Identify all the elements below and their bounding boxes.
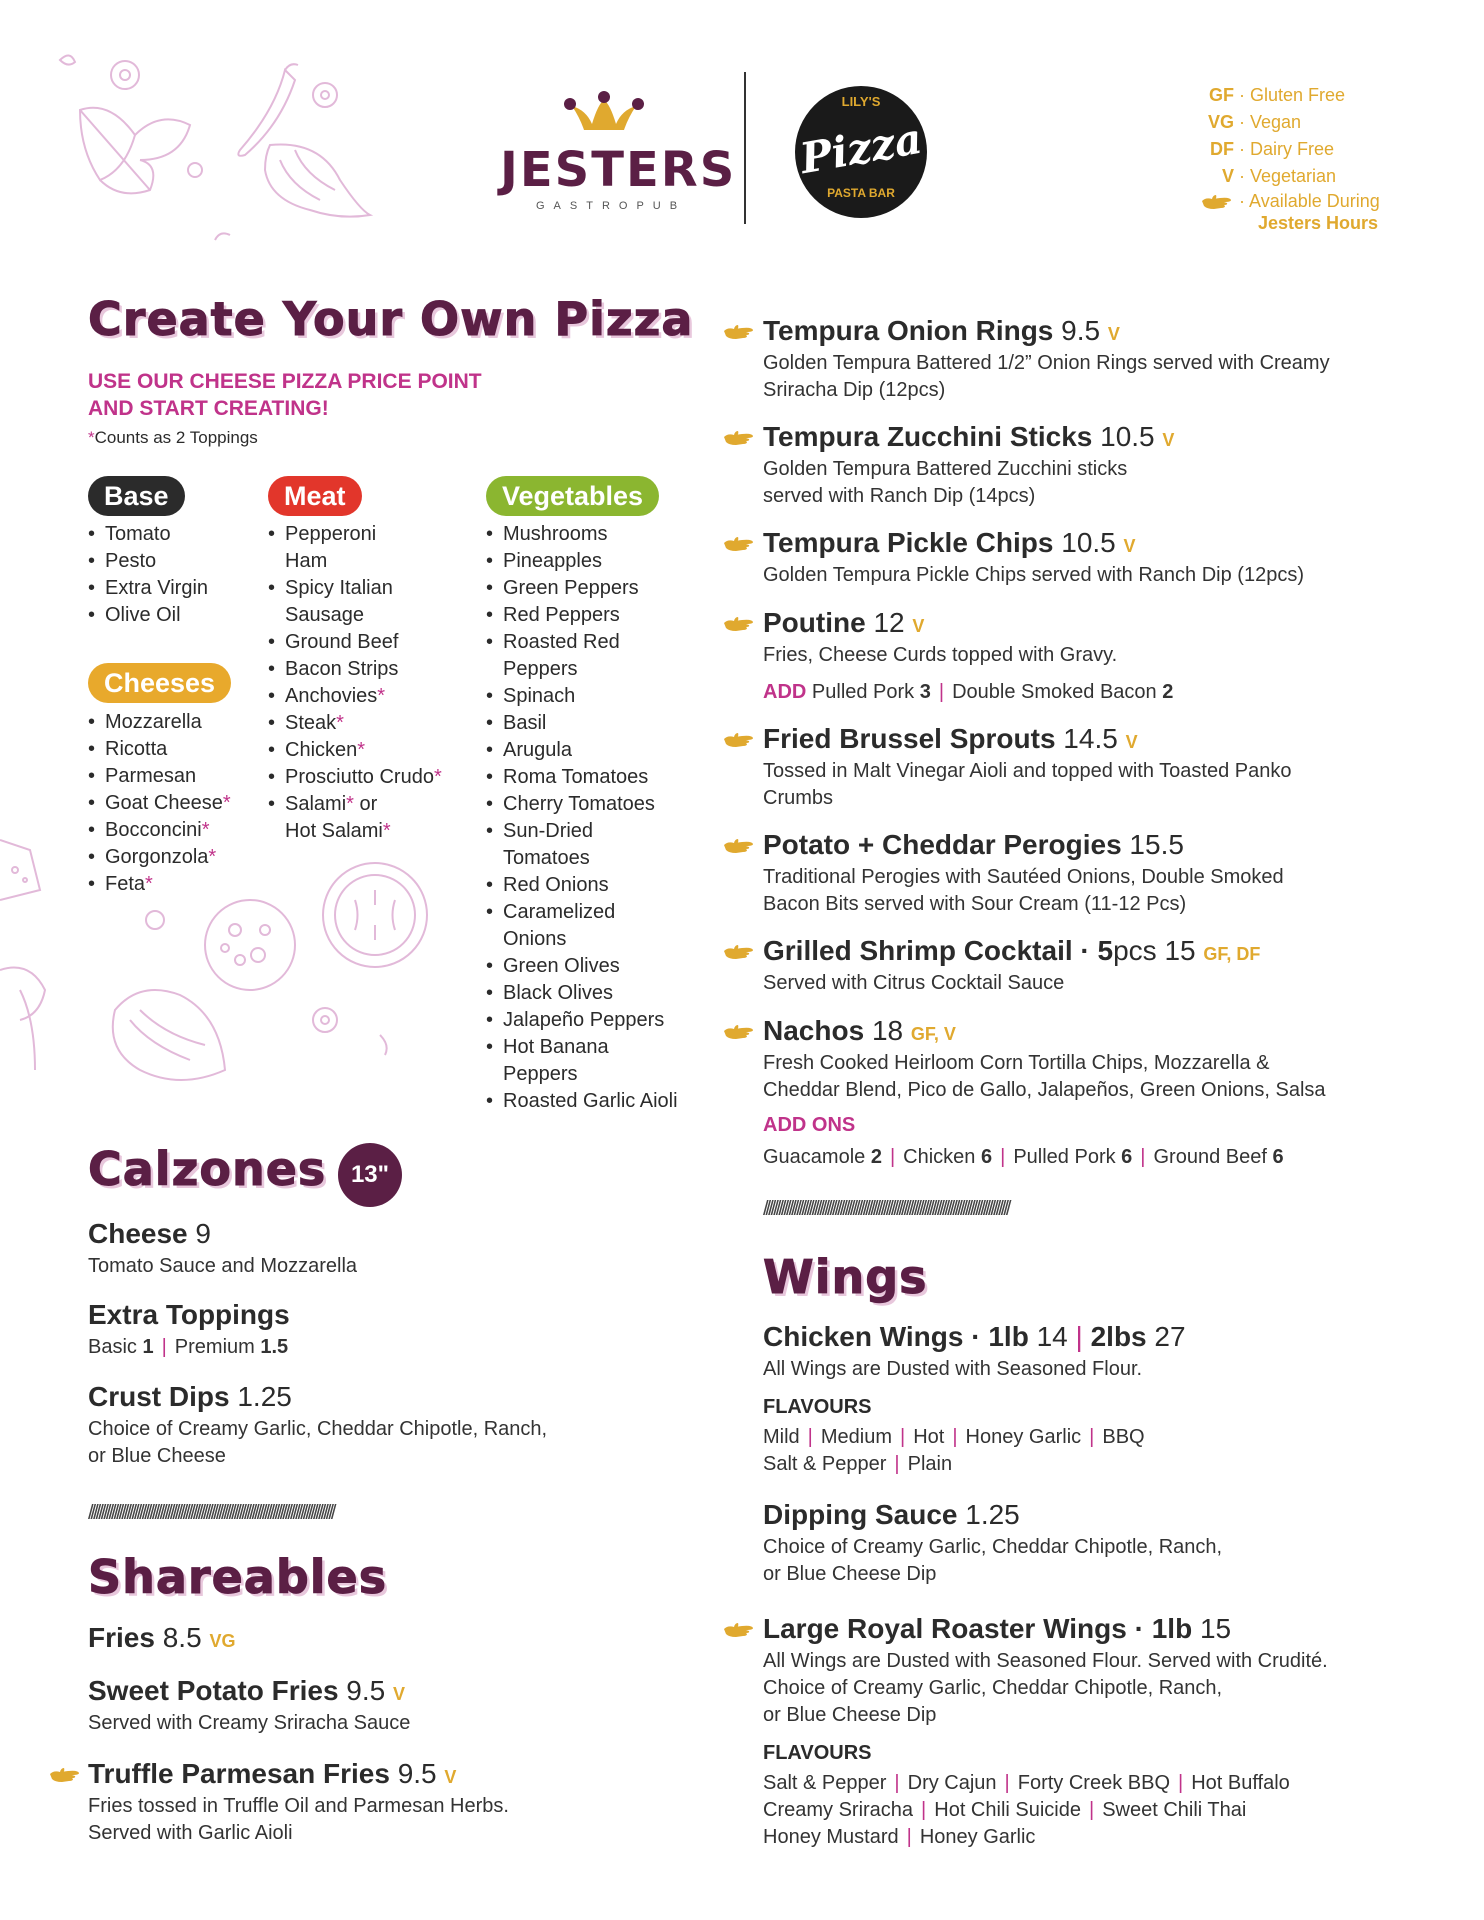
tempura-pickle-chips: Tempura Pickle Chips 10.5 V bbox=[763, 527, 1136, 558]
chicken-wings-desc: All Wings are Dusted with Seasoned Flour. bbox=[763, 1358, 1143, 1380]
list-item: • Chicken* bbox=[268, 737, 442, 764]
list-item: Peppers bbox=[503, 658, 578, 680]
hand-icon bbox=[722, 836, 756, 856]
pickle-desc: Golden Tempura Pickle Chips served with Ranch Dip (12pcs) bbox=[763, 564, 1304, 586]
poutine-desc: Fries, Cheese Curds topped with Gravy. bbox=[763, 644, 1118, 666]
chicken-wings: Chicken Wings · 1lb 14 | 2lbs 27 bbox=[763, 1321, 1186, 1352]
sweet-potato-fries: Sweet Potato Fries 9.5 V bbox=[88, 1675, 406, 1706]
hand-icon bbox=[722, 730, 756, 750]
list-item: • Extra Virgin bbox=[88, 575, 208, 602]
list-item: • Parmesan bbox=[88, 763, 231, 790]
list-item: • Tomato bbox=[88, 521, 208, 548]
list-item: • Roasted Garlic Aioli bbox=[486, 1088, 678, 1115]
tempura-onion-rings: Tempura Onion Rings 9.5 V bbox=[763, 315, 1120, 346]
crust-dips-desc: Choice of Creamy Garlic, Cheddar Chipotle, Ranch, or Blue Cheese bbox=[88, 1418, 548, 1467]
list-item: • Spinach bbox=[486, 683, 678, 710]
list-item: • Sun-Dried bbox=[486, 818, 678, 845]
list-item: • Red Onions bbox=[486, 872, 678, 899]
shareables-title: Shareables bbox=[88, 1550, 388, 1604]
nachos-desc: Fresh Cooked Heirloom Corn Tortilla Chips, Mozzarella & Cheddar Blend, Pico de Gallo, Jalapeños, Green Onions, Salsa bbox=[763, 1052, 1326, 1101]
list-item: • Spicy Italian bbox=[268, 575, 442, 602]
hand-icon bbox=[722, 614, 756, 634]
list-item: • Roasted Red bbox=[486, 629, 678, 656]
legend-vg: VG · Vegan bbox=[1207, 112, 1302, 132]
list-item: Onions bbox=[503, 928, 567, 950]
list-item: • Green Olives bbox=[486, 953, 678, 980]
list-item: • Basil bbox=[486, 710, 678, 737]
base-list bbox=[88, 521, 208, 629]
herb-doodles-icon bbox=[40, 40, 380, 250]
onion-rings-desc: Golden Tempura Battered 1/2” Onion Rings served with Creamy Sriracha Dip (12pcs) bbox=[763, 352, 1330, 401]
gastropub-text: GASTROPUB bbox=[536, 200, 687, 212]
tempura-zucchini-sticks: Tempura Zucchini Sticks 10.5 V bbox=[763, 421, 1175, 452]
large-royal-roaster-wings: Large Royal Roaster Wings · 1lb 15 bbox=[763, 1613, 1232, 1644]
cyo-subtitle-1: USE OUR CHEESE PIZZA PRICE POINT bbox=[88, 370, 482, 393]
hand-icon bbox=[48, 1765, 82, 1785]
calzone-size-badge: 13" bbox=[338, 1143, 402, 1207]
flavours-list: Mild | Medium | Hot | Honey Garlic | BBQ Salt & Pepper | Plain bbox=[763, 1426, 1145, 1475]
hand-icon bbox=[722, 1620, 756, 1640]
list-item: • Mozzarella bbox=[88, 709, 231, 736]
pasta-bar-logo-text: PASTA BAR bbox=[827, 186, 895, 200]
poutine-add: ADD Pulled Pork 3 | Double Smoked Bacon 2 bbox=[763, 681, 1174, 703]
list-item: • Jalapeño Peppers bbox=[486, 1007, 678, 1034]
list-item: Ham bbox=[285, 550, 328, 572]
flavours-list-2: Salt & Pepper | Dry Cajun | Forty Creek BBQ | Hot Buffalo Creamy Sriracha | Hot Chili Suicide | Sweet Chili Thai Honey Mustard | Honey Garlic bbox=[763, 1772, 1290, 1848]
lilys-logo-top: LILY'S bbox=[841, 94, 881, 109]
list-item: • Gorgonzola* bbox=[88, 844, 231, 871]
list-item: • Red Peppers bbox=[486, 602, 678, 629]
hand-icon bbox=[722, 428, 756, 448]
list-item: • Hot Banana bbox=[486, 1034, 678, 1061]
sweet-potato-desc: Served with Creamy Sriracha Sauce bbox=[88, 1712, 411, 1734]
shrimp-desc: Served with Citrus Cocktail Sauce bbox=[763, 972, 1065, 994]
list-item: • Bocconcini* bbox=[88, 817, 231, 844]
cheeses-label: Cheeses bbox=[88, 663, 231, 703]
list-item: • Salami* or bbox=[268, 791, 442, 818]
dipping-sauce: Dipping Sauce 1.25 bbox=[763, 1499, 1020, 1530]
calzone-cheese: Cheese 9 bbox=[88, 1218, 211, 1249]
fried-brussel-sprouts: Fried Brussel Sprouts 14.5 V bbox=[763, 723, 1138, 754]
list-item: • Pineapples bbox=[486, 548, 678, 575]
base-label: Base bbox=[88, 476, 185, 516]
list-item: • Bacon Strips bbox=[268, 656, 442, 683]
poutine: Poutine 12 V bbox=[763, 607, 925, 638]
list-item: • Pepperoni bbox=[268, 521, 442, 548]
truffle-desc: Fries tossed in Truffle Oil and Parmesan Herbs. Served with Garlic Aioli bbox=[88, 1795, 509, 1844]
list-item: Peppers bbox=[503, 1063, 578, 1085]
hand-icon bbox=[722, 322, 756, 342]
hand-icon bbox=[1200, 192, 1234, 212]
crust-dips: Crust Dips 1.25 bbox=[88, 1381, 292, 1412]
flavours-label: FLAVOURS bbox=[763, 1396, 872, 1418]
list-item: Sausage bbox=[285, 604, 364, 626]
extra-toppings-prices: Basic 1 | Premium 1.5 bbox=[88, 1336, 289, 1358]
list-item: • Ricotta bbox=[88, 736, 231, 763]
hand-icon bbox=[722, 534, 756, 554]
potato-cheddar-perogies: Potato + Cheddar Perogies 15.5 bbox=[763, 829, 1184, 860]
list-item: • Black Olives bbox=[486, 980, 678, 1007]
add-ons-list: Guacamole 2 | Chicken 6 | Pulled Pork 6 | Ground Beef 6 bbox=[763, 1146, 1284, 1168]
list-item: • Ground Beef bbox=[268, 629, 442, 656]
list-item: • Anchovies* bbox=[268, 683, 442, 710]
zucchini-desc: Golden Tempura Battered Zucchini sticks served with Ranch Dip (14pcs) bbox=[763, 458, 1128, 507]
cheeses-list bbox=[88, 709, 231, 898]
brussel-desc: Tossed in Malt Vinegar Aioli and topped with Toasted Panko Crumbs bbox=[763, 760, 1292, 809]
list-item: • Arugula bbox=[486, 737, 678, 764]
logo-divider bbox=[744, 72, 746, 224]
list-item: • Steak* bbox=[268, 710, 442, 737]
jesters-logo-text: JESTERS bbox=[500, 142, 737, 198]
divider-slashes-right: //////////////////////////////////////////////////////////////////////////////////////////////// bbox=[763, 1198, 1009, 1220]
meat-label: Meat bbox=[268, 476, 362, 516]
truffle-parmesan-fries: Truffle Parmesan Fries 9.5 V bbox=[88, 1758, 457, 1789]
list-item: • Green Peppers bbox=[486, 575, 678, 602]
extra-toppings: Extra Toppings bbox=[88, 1299, 290, 1330]
calzone-cheese-desc: Tomato Sauce and Mozzarella bbox=[88, 1255, 358, 1277]
hand-icon bbox=[722, 1022, 756, 1042]
diet-legend bbox=[1200, 82, 1380, 234]
legend-v: V · Vegetarian bbox=[1221, 166, 1337, 186]
legend-gf: GF · Gluten Free bbox=[1209, 85, 1346, 105]
calzones-title: Calzones bbox=[88, 1142, 327, 1196]
list-item: Hot Salami* bbox=[285, 820, 391, 842]
lilys-pizza-logo bbox=[795, 86, 927, 218]
list-item: • Pesto bbox=[88, 548, 208, 575]
cyo-title: Create Your Own Pizza bbox=[88, 292, 694, 346]
royal-wings-desc: All Wings are Dusted with Seasoned Flour. Served with Crudité. Choice of Creamy Garlic, Cheddar Chipotle, Ranch, or Blue Cheese Dip bbox=[763, 1650, 1328, 1726]
list-item: • Olive Oil bbox=[88, 602, 208, 629]
cyo-subtitle-2: AND START CREATING! bbox=[88, 397, 329, 420]
list-item: Tomatoes bbox=[503, 847, 590, 869]
list-item: • Roma Tomatoes bbox=[486, 764, 678, 791]
nachos: Nachos 18 GF, V bbox=[763, 1015, 956, 1046]
list-item: • Cherry Tomatoes bbox=[486, 791, 678, 818]
dipping-sauce-desc: Choice of Creamy Garlic, Cheddar Chipotle, Ranch, or Blue Cheese Dip bbox=[763, 1536, 1223, 1585]
jesters-crown-icon bbox=[562, 90, 646, 134]
list-item: • Goat Cheese* bbox=[88, 790, 231, 817]
list-item: • Prosciutto Crudo* bbox=[268, 764, 442, 791]
fries: Fries 8.5 VG bbox=[88, 1622, 236, 1653]
legend-df: DF · Dairy Free bbox=[1210, 139, 1335, 159]
meat-list bbox=[268, 521, 442, 845]
perogies-desc: Traditional Perogies with Sautéed Onions, Double Smoked Bacon Bits served with Sour Cream (11-12 Pcs) bbox=[763, 866, 1284, 915]
flavours-label-2: FLAVOURS bbox=[763, 1742, 872, 1764]
cyo-note: *Counts as 2 Toppings bbox=[88, 428, 258, 447]
legend-hand: · Available During Jesters Hours bbox=[1200, 190, 1380, 234]
wings-title: Wings bbox=[763, 1250, 928, 1304]
grilled-shrimp-cocktail: Grilled Shrimp Cocktail · 5pcs 15 GF, DF bbox=[763, 935, 1261, 966]
add-ons-label: ADD ONS bbox=[763, 1114, 856, 1136]
hand-icon bbox=[722, 942, 756, 962]
list-item: • Mushrooms bbox=[486, 521, 678, 548]
vegetables-label: Vegetables bbox=[486, 476, 659, 516]
pizza-logo-text: Pizza bbox=[796, 113, 926, 184]
divider-slashes-left: //////////////////////////////////////////////////////////////////////////////////////////////// bbox=[88, 1502, 334, 1524]
list-item: • Caramelized bbox=[486, 899, 678, 926]
vegetables-list bbox=[486, 521, 678, 1115]
list-item: • Feta* bbox=[88, 871, 231, 898]
